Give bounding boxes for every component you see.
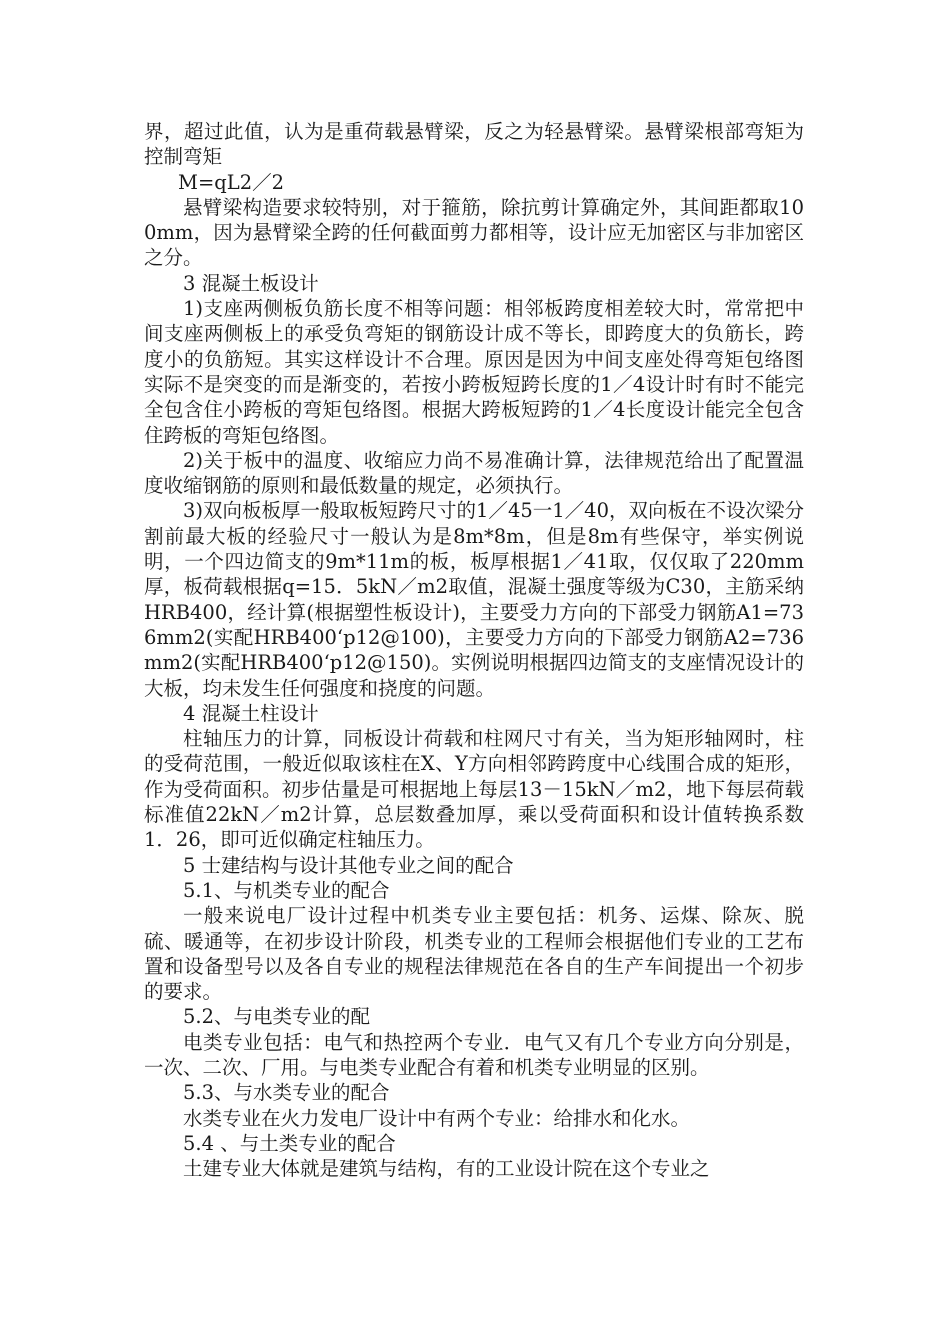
subsection-heading: 5.4 、与土类专业的配合 bbox=[183, 1131, 396, 1155]
paragraph: 3)双向板板厚一般取板短跨尺寸的1／45一1／40，双向板在不设次梁分割前最大板的经验尺寸一般认为是8m*8m，但是8m有些保守，举实例说明，一个四边简支的9m*11m的板，板厚根据1／41取，仅仅取了220mm厚，板荷载根据q=15．5kN／m2取值，混凝土强度等级为C30，主筋采纳HRB400，经计算(根据塑性板设计)，主要受力方向的下部受力钢筋A1=736mm2(实配HRB400‘p12@100)，主要受力方向的下部受力钢筋A2=736mm2(实配HRB400‘p12@150)。实例说明根据四边简支的支座情况设计的大板，均未发生任何强度和挠度的问题。 bbox=[144, 499, 804, 700]
subsection-heading: 5.2、与电类专业的配 bbox=[183, 1005, 371, 1029]
subsection-heading: 5.1、与机类专业的配合 bbox=[183, 878, 390, 902]
paragraph: 2)关于板中的温度、收缩应力尚不易准确计算，法律规范给出了配置温度收缩钢筋的原则和最低数量的规定，必须执行。 bbox=[144, 448, 804, 498]
paragraph: 一般来说电厂设计过程中机类专业主要包括：机务、运煤、除灰、脱硫、暖通等，在初步设计阶段，机类专业的工程师会根据他们专业的工艺布置和设备型号以及各自专业的规程法律规范在各自的生产车间提出一个初步的要求。 bbox=[144, 904, 804, 1004]
paragraph: 悬臂梁构造要求较特别，对于箍筋，除抗剪计算确定外，其间距都取100mm，因为悬臂梁全跨的任何截面剪力都相等，设计应无加密区与非加密区之分。 bbox=[144, 195, 804, 270]
section-heading: 5 士建结构与设计其他专业之间的配合 bbox=[183, 853, 514, 877]
subsection-heading: 5.3、与水类专业的配合 bbox=[183, 1081, 390, 1105]
section-heading: 3 混凝土板设计 bbox=[183, 271, 319, 295]
paragraph: 水类专业在火力发电厂设计中有两个专业：给排水和化水。 bbox=[183, 1106, 691, 1130]
paragraph: 电类专业包括：电气和热控两个专业．电气又有几个专业方向分别是，一次、二次、厂用。与电类专业配合有着和机类专业明显的区别。 bbox=[144, 1030, 804, 1079]
paragraph: 界，超过此值，认为是重荷载悬臂梁，反之为轻悬臂梁。悬臂梁根部弯矩为控制弯矩 bbox=[144, 120, 804, 169]
section-heading: 4 混凝土柱设计 bbox=[183, 701, 319, 725]
formula-line: M=qL2／2 bbox=[178, 170, 285, 194]
paragraph: 土建专业大体就是建筑与结构，有的工业设计院在这个专业之 bbox=[183, 1157, 710, 1181]
paragraph: 1)支座两侧板负筋长度不相等问题：相邻板跨度相差较大时，常常把中间支座两侧板上的承受负弯矩的钢筋设计成不等长，即跨度大的负筋长，跨度小的负筋短。其实这样设计不合理。原因是因为中间支座处得弯矩包络图实际不是突变的而是渐变的，若按小跨板短跨长度的1／4设计时有时不能完全包含住小跨板的弯矩包络图。根据大跨板短跨的1／4长度设计能完全包含住跨板的弯矩包络图。 bbox=[144, 297, 804, 447]
document-page bbox=[144, 119, 804, 1181]
paragraph: 柱轴压力的计算，同板设计荷载和柱网尺寸有关，当为矩形轴网时，柱的受荷范围，一般近似取该柱在X、Y方向相邻跨跨度中心线围合成的矩形，作为受荷面积。初步估量是可根据地上每层13－15kN／m2，地下每层荷载标准值22kN／m2计算，总层数叠加厚，乘以受荷面积和设计值转换系数1．26，即可近似确定柱轴压力。 bbox=[144, 727, 804, 852]
